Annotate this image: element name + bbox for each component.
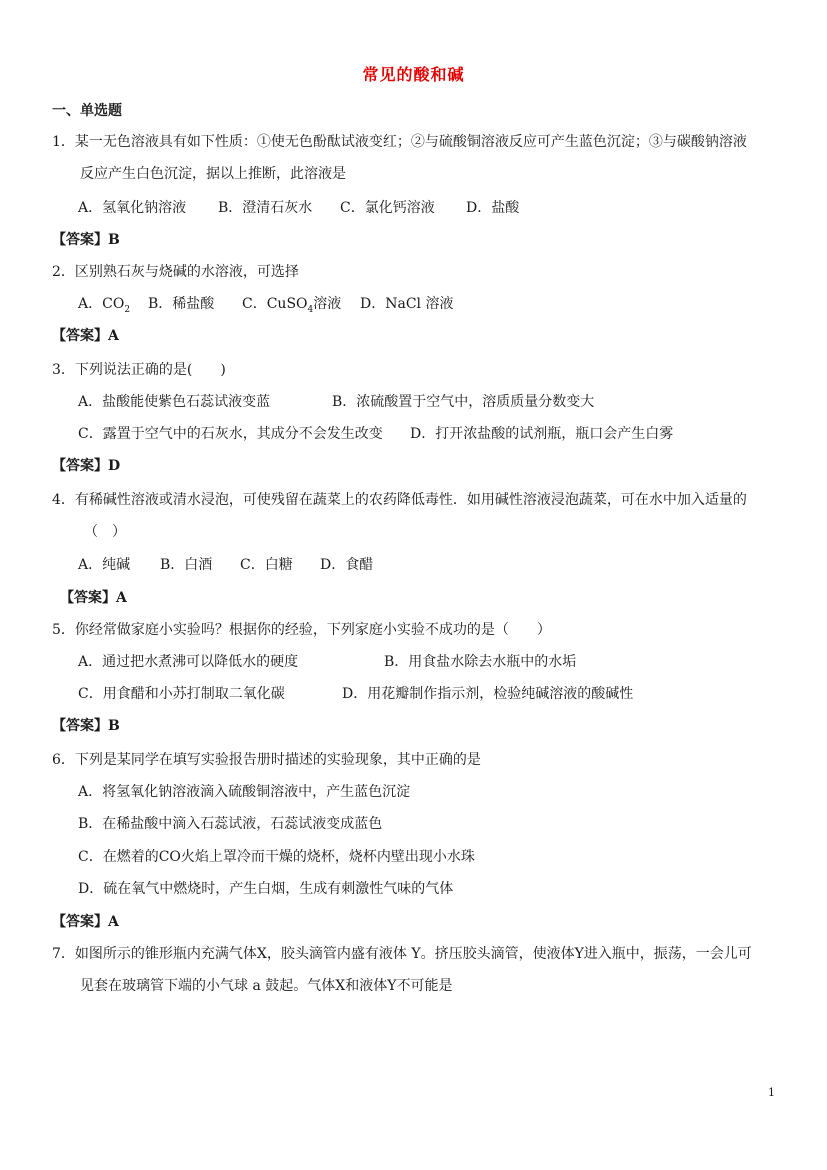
option-c: C．在燃着的CO火焰上罩冷而干燥的烧杯，烧杯内壁出现小水珠: [78, 849, 475, 865]
page-number: 1: [768, 1086, 775, 1099]
option-a: A．盐酸能使紫色石蕊试液变蓝: [78, 394, 271, 410]
answer-2: 【答案】A: [52, 328, 119, 344]
question-4-line-1: 4．有稀碱性溶液或清水浸泡，可使残留在蔬菜上的农药降低毒性．如用碱性溶液浸泡蔬菜，可在水中加入适量的: [52, 492, 747, 508]
option-a: A．纯碱: [78, 557, 131, 573]
option-a: A．通过把水煮沸可以降低水的硬度: [78, 654, 299, 670]
question-3-line-1: 3．下列说法正确的是( ): [52, 362, 226, 378]
option-c: C．用食醋和小苏打制取二氧化碳: [78, 686, 285, 702]
option-d: D．打开浓盐酸的试剂瓶，瓶口会产生白雾: [410, 426, 674, 442]
option-d: D．硫在氧气中燃烧时，产生白烟，生成有刺激性气味的气体: [78, 881, 454, 897]
question-1-line-1: 1．某一无色溶液具有如下性质：①使无色酚酞试液变红；②与硫酸铜溶液反应可产生蓝色沉淀；③与碳酸钠溶液: [52, 134, 747, 150]
answer-6: 【答案】A: [52, 914, 119, 930]
answer-3: 【答案】D: [52, 458, 121, 474]
option-d: D．盐酸: [466, 200, 520, 216]
answer-5: 【答案】B: [52, 718, 120, 734]
option-c: C．氯化钙溶液: [340, 200, 435, 216]
question-2-line-1: 2．区别熟石灰与烧碱的水溶液，可选择: [52, 264, 299, 280]
option-b: B．浓硫酸置于空气中，溶质质量分数变大: [332, 394, 595, 410]
section-heading: 一、单选题: [52, 103, 122, 119]
option-a: A．将氢氧化钠溶液滴入硫酸铜溶液中，产生蓝色沉淀: [78, 784, 411, 800]
question-7-line-1: 7．如图所示的锥形瓶内充满气体X，胶头滴管内盛有液体 Y。挤压胶头滴管，使液体Y进入瓶中，振荡，一会儿可: [52, 946, 752, 962]
option-c: C．白糖: [240, 557, 293, 573]
question-4-line-2: （ ）: [84, 524, 126, 540]
option-b: B．澄清石灰水: [218, 200, 313, 216]
option-d: D．用花瓣制作指示剂，检验纯碱溶液的酸碱性: [342, 686, 634, 702]
question-1-line-2: 反应产生白色沉淀，据以上推断，此溶液是: [80, 166, 346, 182]
page-title: 常见的酸和碱: [362, 65, 465, 84]
option-c: C．CuSO$_4$溶液: [242, 296, 342, 315]
option-b: B．稀盐酸: [148, 296, 215, 312]
question-7-line-2: 见套在玻璃管下端的小气球 a 鼓起。气体X和液体Y不可能是: [80, 978, 453, 994]
question-6-line-1: 6．下列是某同学在填写实验报告册时描述的实验现象，其中正确的是: [52, 752, 481, 768]
option-a: A．$CO_2$: [78, 296, 131, 315]
answer-4: 【答案】A: [60, 590, 127, 606]
option-d: D．NaCl 溶液: [360, 296, 454, 312]
question-5-line-1: 5．你经常做家庭小实验吗？根据你的经验，下列家庭小实验不成功的是（ ）: [52, 622, 551, 638]
option-b: B．用食盐水除去水瓶中的水垢: [384, 654, 577, 670]
answer-1: 【答案】B: [52, 232, 120, 248]
option-a: A．氢氧化钠溶液: [78, 200, 187, 216]
option-c: C．露置于空气中的石灰水，其成分不会发生改变: [78, 426, 383, 442]
option-d: D．食醋: [320, 557, 374, 573]
option-b: B．在稀盐酸中滴入石蕊试液，石蕊试液变成蓝色: [78, 816, 383, 832]
option-b: B．白酒: [160, 557, 213, 573]
